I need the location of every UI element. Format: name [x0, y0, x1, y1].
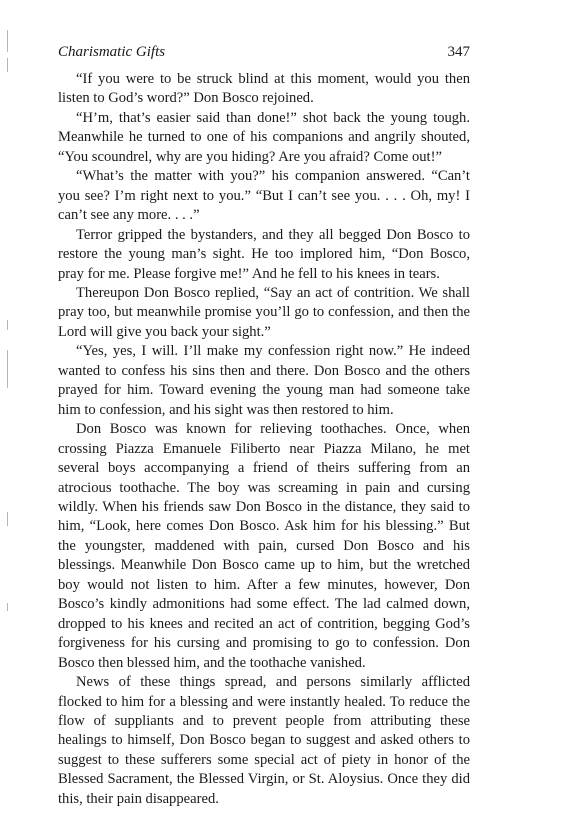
- running-head: Charismatic Gifts: [58, 44, 166, 60]
- paragraph: “If you were to be struck blind at this moment, would you then listen to God’s word?” Don Bosco rejoined.: [58, 71, 470, 107]
- scan-artifact: [7, 512, 8, 526]
- scan-artifact: [7, 320, 8, 330]
- paragraph: Terror gripped the bystanders, and they all begged Don Bosco to restore the young man’s sight. He too implored him, “Don Bosco, pray for me. Please forgive me!” And he fell to his knees in tears.: [58, 226, 470, 282]
- page-number: 347: [447, 44, 470, 60]
- scan-artifact: [7, 350, 8, 388]
- scan-artifact: [7, 30, 8, 52]
- paragraph: Don Bosco was known for relieving toothaches. Once, when crossing Piazza Emanuele Filiberto near Piazza Milano, he met several boys accompanying a friend of theirs suffering from an atrocious toothache. The boy was screaming in pain and cursing wildly. When his friends saw Don Bosco in the distance, they said to him, “Look, here comes Don Bosco. Ask him for his blessing.” But the youngster, maddened with pain, cursed Don Bosco and his blessings. Meanwhile Don Bosco came up to him, but the wretched boy would not listen to him. After a few minutes, however, Don Bosco’s kindly admonitions had some effect. The lad calmed down, dropped to his knees and recited an act of contrition, begging God’s forgiveness for his cursing and promising to go to confession. Don Bosco then blessed him, and the toothache vanished.: [58, 421, 470, 671]
- scan-artifact: [7, 603, 8, 611]
- paragraph: “Yes, yes, I will. I’ll make my confession right now.” He indeed wanted to confess his sins then and there. Don Bosco and the others prayed for him. Toward evening the young man had someone take him to confession, and his sight was then restored to him.: [58, 343, 470, 418]
- scan-artifact: [7, 58, 8, 72]
- paragraph: News of these things spread, and persons similarly afflicted flocked to him for a blessing and were instantly healed. To reduce the flow of suppliants and to prevent people from attributing these healings to himself, Don Bosco began to suggest and asked others to suggest to these sufferers some special act of piety in honor of the Blessed Sacrament, the Blessed Virgin, or St. Aloysius. Once they did this, their pain disappeared.: [58, 674, 470, 807]
- body-text: [58, 70, 470, 809]
- paragraph: “What’s the matter with you?” his companion answered. “Can’t you see? I’m right next to you.” “But I can’t see you. . . . Oh, my! I can’t see any more. . . .”: [58, 168, 470, 224]
- paragraph: “H’m, that’s easier said than done!” shot back the young tough. Meanwhile he turned to one of his companions and angrily shouted, “You scoundrel, why are you hiding? Are you afraid? Come out!”: [58, 109, 470, 165]
- page-header: [58, 44, 470, 64]
- paragraph: Thereupon Don Bosco replied, “Say an act of contrition. We shall pray too, but meanwhile promise you’ll go to confession, and then the Lord will give you back your sight.”: [58, 284, 470, 340]
